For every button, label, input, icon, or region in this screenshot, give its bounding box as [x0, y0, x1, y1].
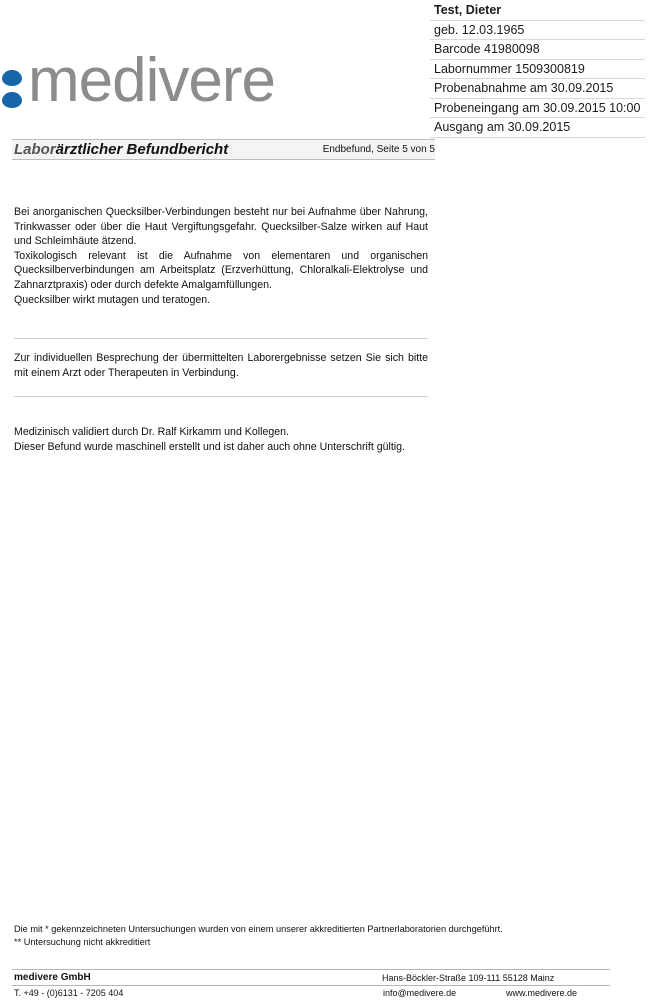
lab-number: Labornummer 1509300819 [430, 60, 645, 80]
footer-email: info@medivere.de [383, 988, 457, 998]
accreditation-notes [14, 923, 634, 949]
footer-address: Hans-Böckler-Straße 109-111 55128 Mainz [382, 973, 555, 983]
footer-phone: T. +49 - (0)6131 - 7205 404 [14, 988, 124, 998]
footer-website: www.medivere.de [506, 988, 578, 998]
signature-note: Dieser Befund wurde maschinell erstellt und ist daher auch ohne Unterschrift gültig. [14, 440, 405, 453]
mercury-paragraph-2: Toxikologisch relevant ist die Aufnahme von elementaren und organischen Quecksilberverbindungen am Arbeitsplatz (Erzverhüttung, Chloralkali-Elektrolyse und Zahnarztpraxis) oder durch defekte Amalgamfüllungen. [14, 249, 428, 291]
divider [14, 396, 428, 397]
patient-info [430, 1, 645, 138]
issue-date: Ausgang am 30.09.2015 [430, 118, 645, 138]
divider [14, 338, 428, 339]
company-logo [0, 46, 340, 116]
mercury-paragraph-1: Bei anorganischen Quecksilber-Verbindungen besteht nur bei Aufnahme über Nahrung, Trinkwasser oder über die Haut Vergiftungsgefahr. Quecksilber-Salze wirken auf Haut und Schleimhäute ätzend. [14, 206, 428, 248]
report-title [14, 140, 228, 159]
patient-birthdate: geb. 12.03.1965 [430, 21, 645, 41]
validation-section [14, 425, 428, 454]
report-status: Endbefund, Seite 5 von 5 [322, 144, 435, 155]
patient-name: Test, Dieter [430, 1, 645, 21]
receipt-date: Probeneingang am 30.09.2015 10:00 [430, 99, 645, 119]
consultation-note [14, 351, 428, 380]
report-title-main: ärztlicher Befundbericht [55, 141, 229, 158]
footer-divider [12, 969, 610, 970]
footer-divider [12, 985, 610, 986]
sample-barcode: Barcode 41980098 [430, 40, 645, 60]
mercury-paragraph-3: Quecksilber wirkt mutagen und teratogen. [14, 293, 211, 306]
report-title-prefix: Labor [14, 141, 56, 158]
footer-company: medivere GmbH [14, 972, 91, 983]
accreditation-note-1: Die mit * gekennzeichneten Untersuchungen wurden von einem unserer akkreditierten Partnerlaboratorien durchgeführt. [14, 924, 503, 934]
mercury-info-section [14, 205, 428, 307]
sampling-date: Probenabnahme am 30.09.2015 [430, 79, 645, 99]
consultation-text: Zur individuellen Besprechung der übermittelten Laborergebnisse setzen Sie sich bitte mit einem Arzt oder Therapeuten in Verbindung. [14, 352, 428, 379]
validation-text: Medizinisch validiert durch Dr. Ralf Kirkamm und Kollegen. [14, 426, 289, 438]
logo-wordmark: medivere [28, 46, 275, 115]
logo-dots-icon [2, 70, 24, 110]
accreditation-note-2: ** Untersuchung nicht akkreditiert [14, 937, 151, 947]
report-title-bar [12, 139, 435, 160]
